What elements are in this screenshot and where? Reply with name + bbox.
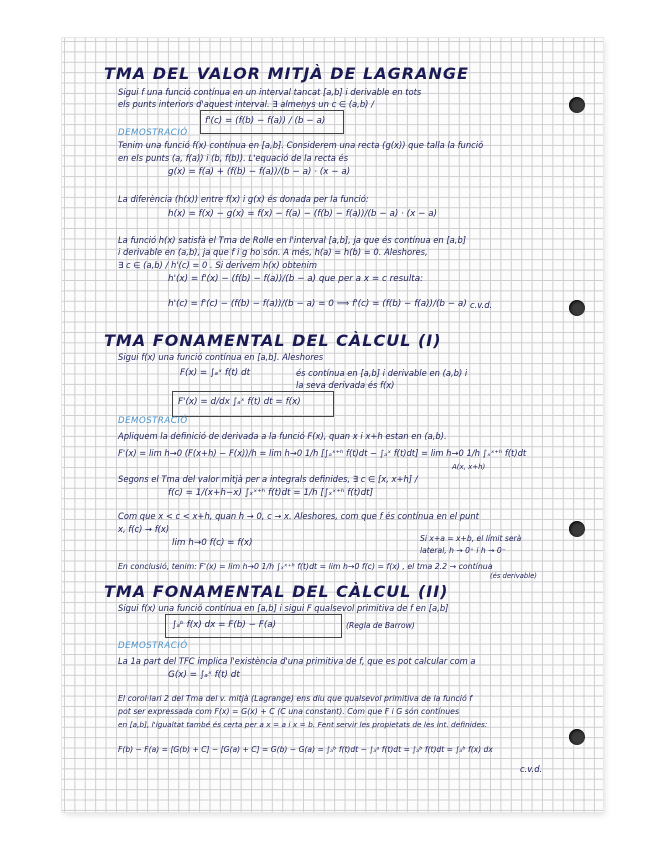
text-line: Sigui f(x) una funció contínua en [a,b]. Aleshores bbox=[118, 352, 324, 362]
qed-mark: c.v.d. bbox=[470, 300, 493, 310]
text-line: Tenim una funció f(x) contínua en [a,b]. Considerem una recta (g(x)) que talla la funció bbox=[118, 140, 484, 150]
formula: h'(x) = f'(x) − (f(b) − f(a))/(b − a) que per a x = c resulta: bbox=[168, 274, 424, 284]
text-line: en els punts (a, f(a)) i (b, f(b)). L'equació de la recta és bbox=[118, 153, 349, 163]
formula: f'(c) = (f(b) − f(a)) / (b − a) bbox=[205, 116, 326, 126]
text-line: i derivable en (a,b), ja que f i g ho són. A més, h(a) = h(b) = 0. Aleshores, bbox=[118, 247, 428, 257]
formula: h'(c) = f'(c) − (f(b) − f(a))/(b − a) = 0 ⟹ f'(c) = (f(b) − f(a))/(b − a) bbox=[168, 299, 467, 309]
binder-hole bbox=[569, 300, 585, 316]
binder-hole bbox=[569, 729, 585, 745]
text-line: x, f(c) → f(x) bbox=[118, 524, 170, 534]
section-title: TMA DEL VALOR MITJÀ DE LAGRANGE bbox=[104, 64, 469, 83]
annotation: A(x, x+h) bbox=[452, 463, 486, 471]
text-line: El corol·lari 2 del Tma del v. mitjà (Lagrange) ens diu que qualsevol primitiva de la funció f bbox=[118, 694, 472, 703]
formula: F'(x) = lim h→0 (F(x+h) − F(x))/h = lim h→0 1/h [∫ₐˣ⁺ʰ f(t)dt − ∫ₐˣ f(t)dt] = lim h→0 1/h ∫ₓˣ⁺ʰ f(t)dt bbox=[118, 448, 527, 458]
text-line: pot ser expressada com F(x) = G(x) + C (C una constant). Com que F i G són contínues bbox=[118, 707, 460, 716]
formula: lim h→0 f(c) = f(x) bbox=[172, 538, 253, 548]
text-line: la seva derivada és f(x) bbox=[296, 380, 395, 390]
text-line: en [a,b], l'igualtat també és certa per a x = a i x = b. Fent servir les propietats de les int. definides: bbox=[118, 720, 488, 729]
binder-hole bbox=[569, 97, 585, 113]
section-title: TMA FONAMENTAL DEL CÀLCUL (II) bbox=[104, 582, 449, 601]
text-line: La 1a part del TFC implica l'existència d'una primitiva de f, que es pot calcular com a bbox=[118, 656, 476, 666]
annotation: (és derivable) bbox=[490, 572, 537, 580]
text-line: és contínua en [a,b] i derivable en (a,b) i bbox=[296, 368, 468, 378]
text-line: Sigui f(x) una funció contínua en [a,b] i sigui F qualsevol primitiva de f en [a,b] bbox=[118, 603, 449, 613]
text-line: Segons el Tma del valor mitjà per a integrals definides, ∃ c ∈ [x, x+h] / bbox=[118, 474, 418, 484]
formula: h(x) = f(x) − g(x) = f(x) − f(a) − (f(b) − f(a))/(b − a) · (x − a) bbox=[168, 209, 438, 219]
demo-label: DEMOSTRACIÓ bbox=[118, 128, 188, 138]
text-line: En conclusió, tenim: F'(x) = lim h→0 1/h ∫ₓˣ⁺ʰ f(t)dt = lim h→0 f(c) = f(x) , el tma 2.2 → contínua bbox=[118, 562, 493, 571]
formula: g(x) = f(a) + (f(b) − f(a))/(b − a) · (x − a) bbox=[168, 167, 351, 177]
annotation: lateral, h → 0⁺ i h → 0⁻ bbox=[420, 546, 506, 555]
text-line: Apliquem la definició de derivada a la funció F(x), quan x i x+h estan en (a,b). bbox=[118, 431, 447, 441]
demo-label: DEMOSTRACIÓ bbox=[118, 416, 188, 426]
page-background bbox=[0, 0, 72, 28]
formula: F(b) − F(a) = [G(b) + C] − [G(a) + C] = G(b) − G(a) = ∫ₐᵇ f(t)dt − ∫ₐᵃ f(t)dt = ∫ₐᵇ f(t)dt = ∫ₐᵇ f(x) dx bbox=[118, 745, 493, 754]
demo-label: DEMOSTRACIÓ bbox=[118, 641, 188, 651]
formula: f(c) = 1/(x+h−x) ∫ₓˣ⁺ʰ f(t)dt = 1/h [∫ₓˣ⁺ʰ f(t)dt] bbox=[168, 488, 374, 498]
text-line: ∃ c ∈ (a,b) / h'(c) = 0 . Si derivem h(x) obtenim bbox=[118, 260, 317, 270]
formula: F'(x) = d/dx ∫ₐˣ f(t) dt = f(x) bbox=[178, 397, 301, 407]
formula: ∫ₐᵇ f(x) dx = F(b) − F(a) bbox=[172, 620, 277, 630]
formula: F(x) = ∫ₐˣ f(t) dt bbox=[180, 368, 251, 378]
text-line: La diferència (h(x)) entre f(x) i g(x) és donada per la funció: bbox=[118, 194, 369, 204]
formula: G(x) = ∫ₐˣ f(t) dt bbox=[168, 670, 240, 680]
annotation: (Regla de Barrow) bbox=[346, 621, 415, 630]
qed-mark: c.v.d. bbox=[520, 764, 543, 774]
text-line: els punts interiors d'aquest interval. ∃ almenys un c ∈ (a,b) / bbox=[118, 99, 374, 109]
section-title: TMA FONAMENTAL DEL CÀLCUL (I) bbox=[104, 331, 442, 350]
text-line: Com que x < c < x+h, quan h → 0, c → x. Aleshores, com que f és contínua en el punt bbox=[118, 511, 479, 521]
binder-hole bbox=[569, 521, 585, 537]
text-line: Sigui f una funció contínua en un interval tancat [a,b] i derivable en tots bbox=[118, 87, 422, 97]
annotation: Si x+a = x+b, el límit serà bbox=[420, 534, 522, 543]
text-line: La funció h(x) satisfà el Tma de Rolle en l'interval [a,b], ja que és contínua en [a,b] bbox=[118, 235, 467, 245]
